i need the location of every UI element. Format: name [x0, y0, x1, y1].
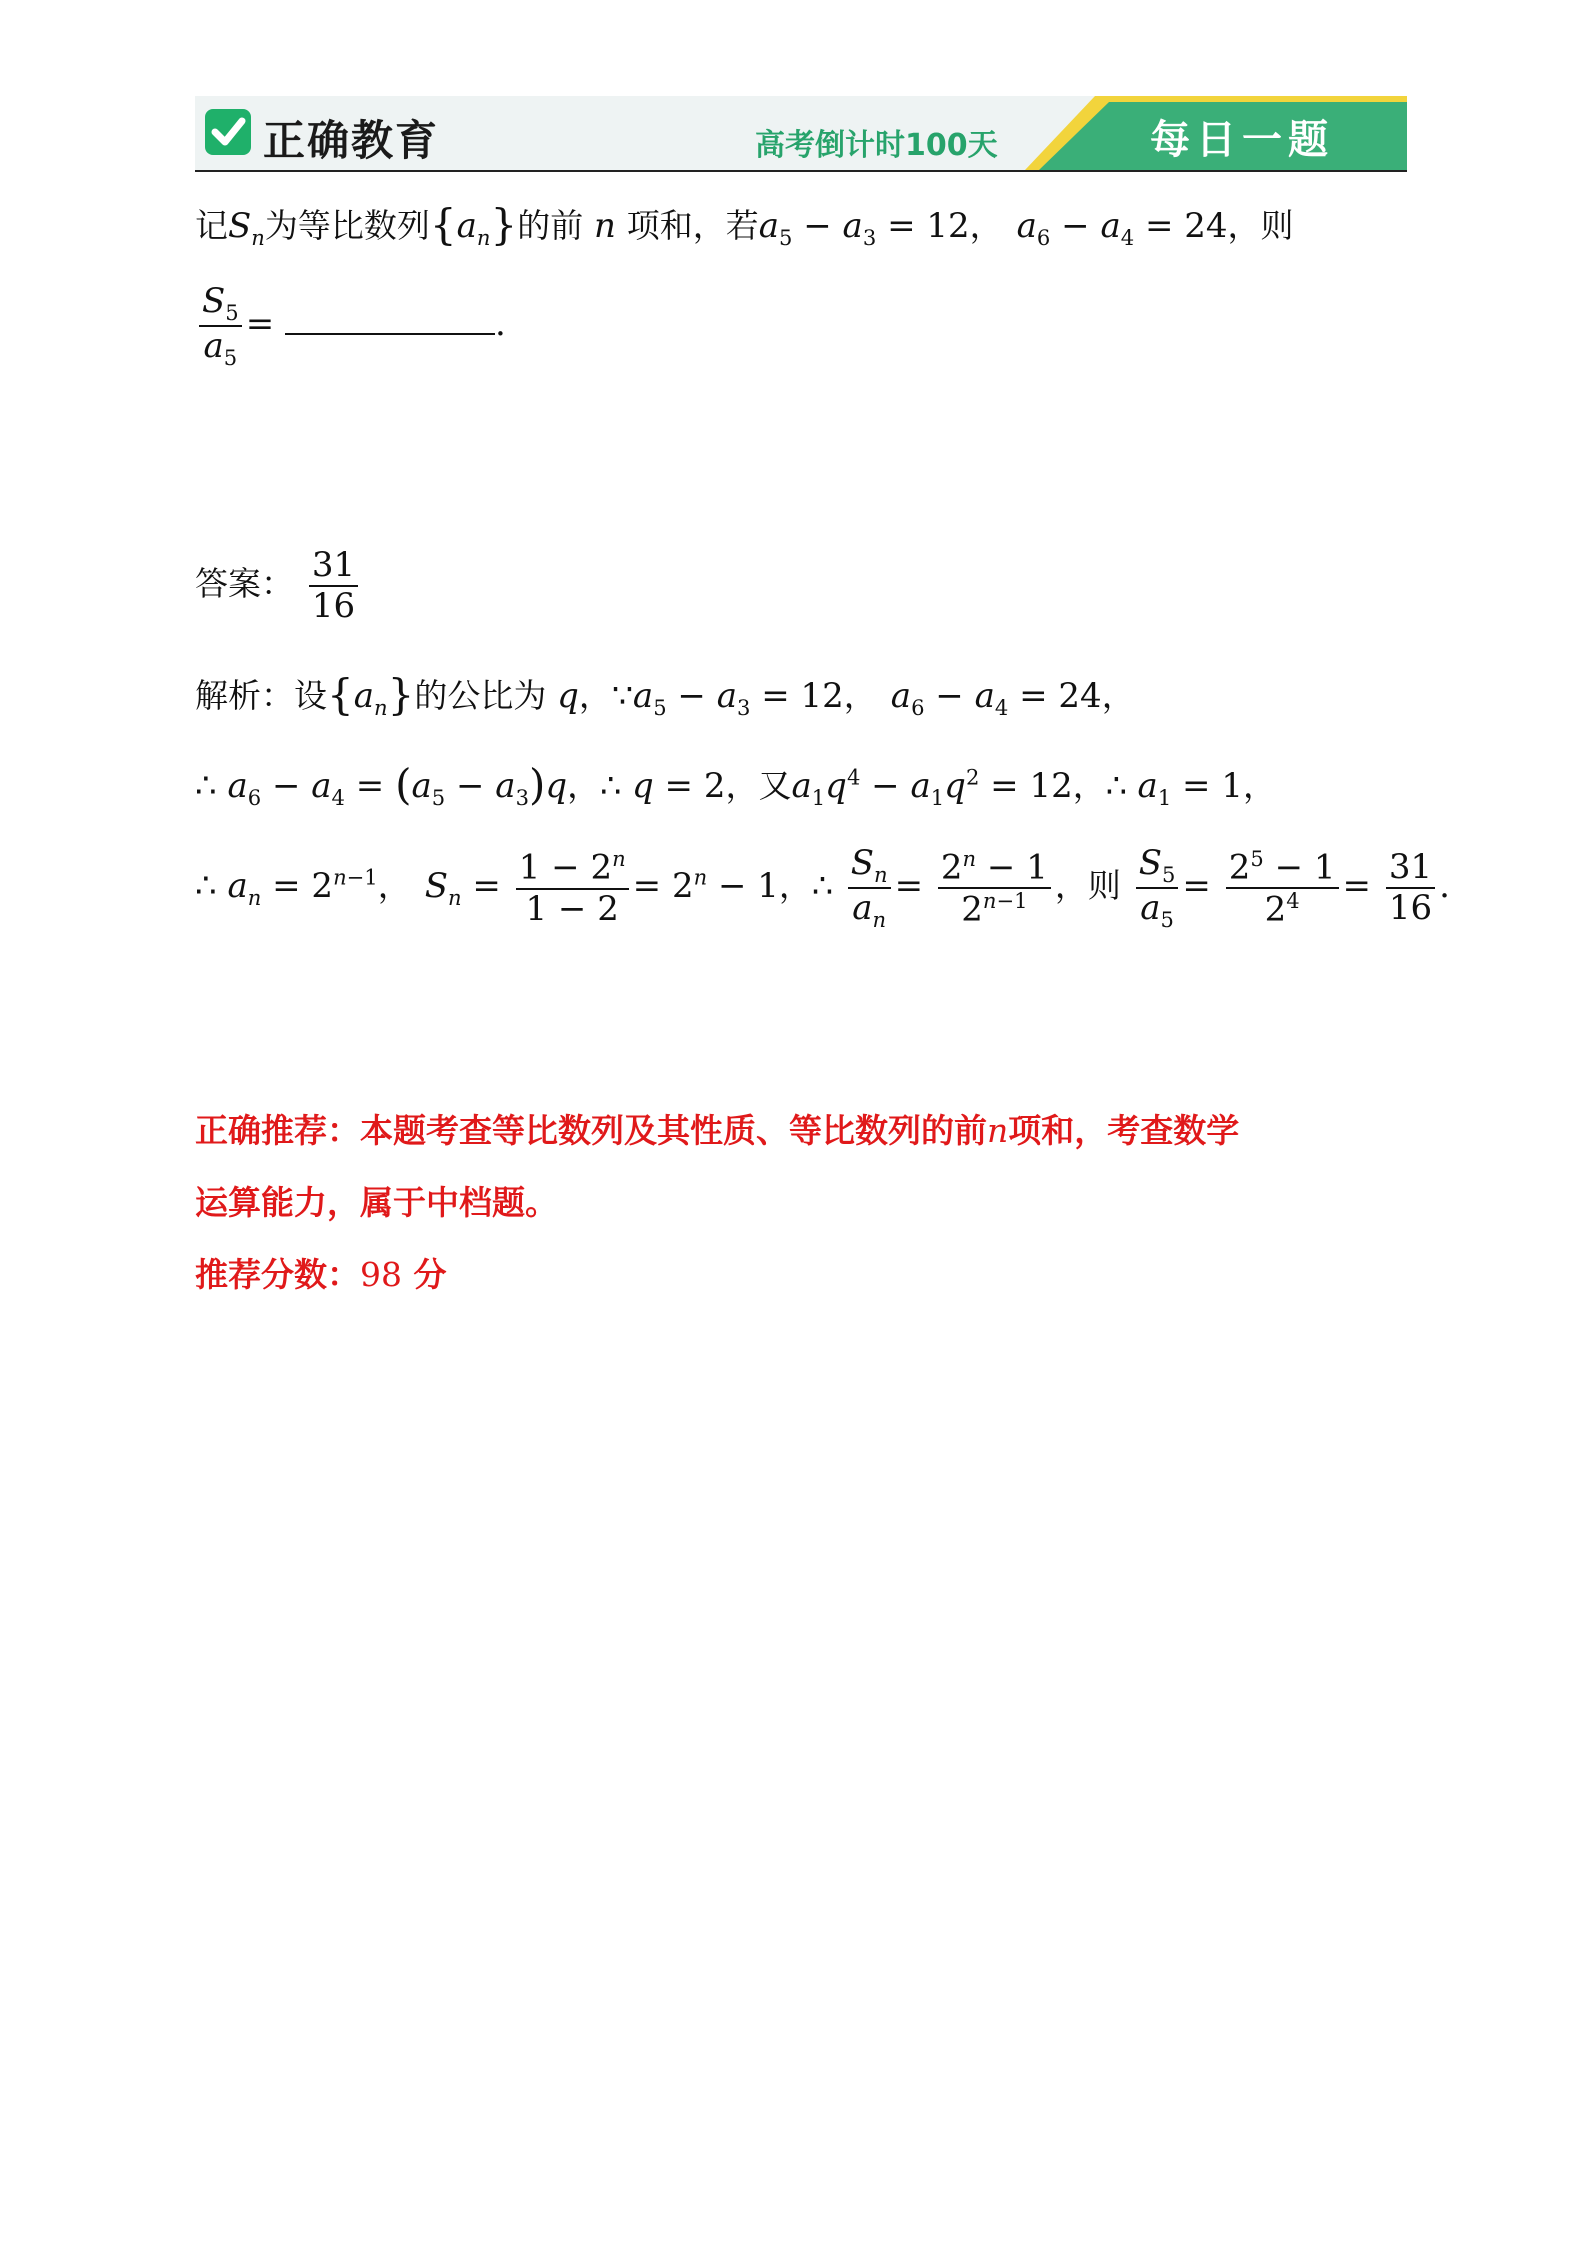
question-fraction: $\frac{S_5}{a_5}$ [199, 282, 242, 370]
target-value-fraction: $\frac{2^5 - 1}{2^4}$ [1226, 847, 1339, 930]
sum-fraction: $\frac{1 - 2^n}{1 - 2}$ [516, 847, 629, 929]
recommend-line-1: 正确推荐：本题考查等比数列及其性质、等比数列的前n项和，考查数学 [195, 1111, 1240, 1150]
header-divider [195, 170, 1407, 172]
analysis-line-2: ∴ $a_6 - a_4 = (a_5 - a_3)q$，∴ q = 2，又$a_1q^4 - a_1q^2 = 12$，∴ $a_1 = 1$， [195, 760, 1276, 810]
answer-fraction: $\frac{31}{16}$ [309, 546, 358, 626]
analysis-line-3: ∴ $a_n = 2^{n-1}$， $S_n$ = $\frac{1 - 2^n}{1 - 2}$ = $2^n - 1$，∴ $\frac{S_n}{a_n}$ = $\frac{2^n - 1}{2^{n-1}}$ ，则 $\frac{S_5}{a_5}$ = $\frac{2^5 - 1}{2^4}$ = $\frac{31}{16}$ . [195, 843, 1450, 932]
checkmark-icon [205, 109, 251, 155]
daily-title: 每日一题 [1150, 117, 1334, 163]
ratio-fraction: $\frac{S_n}{a_n}$ [848, 844, 891, 932]
recommend-score: 推荐分数：98 分 [195, 1255, 447, 1294]
answer-line: 答案： $\frac{31}{16}$ [195, 546, 362, 626]
question-line-1: 记$S_n$为等比数列$\{a_n\}$的前 n 项和，若$a_5 - a_3 = 12$， $a_6 - a_4 = 24$，则 [195, 200, 1294, 250]
answer-blank [285, 305, 495, 335]
brand-name: 正确教育 [263, 116, 440, 165]
header-banner [195, 96, 1407, 170]
result-fraction: $\frac{31}{16}$ [1386, 848, 1435, 928]
analysis-line-1: 解析：设$\{a_n\}$的公比为 q，$\because a_5 - a_3 = 12$， $a_6 - a_4 = 24$， [195, 670, 1135, 720]
recommend-line-2: 运算能力，属于中档题。 [195, 1183, 558, 1222]
ratio-value-fraction: $\frac{2^n - 1}{2^{n-1}}$ [938, 847, 1051, 930]
countdown-text: 高考倒计时100天 [755, 128, 998, 163]
question-line-2: $\frac{S_5}{a_5}$ = . [195, 282, 506, 370]
target-fraction: $\frac{S_5}{a_5}$ [1136, 844, 1179, 932]
